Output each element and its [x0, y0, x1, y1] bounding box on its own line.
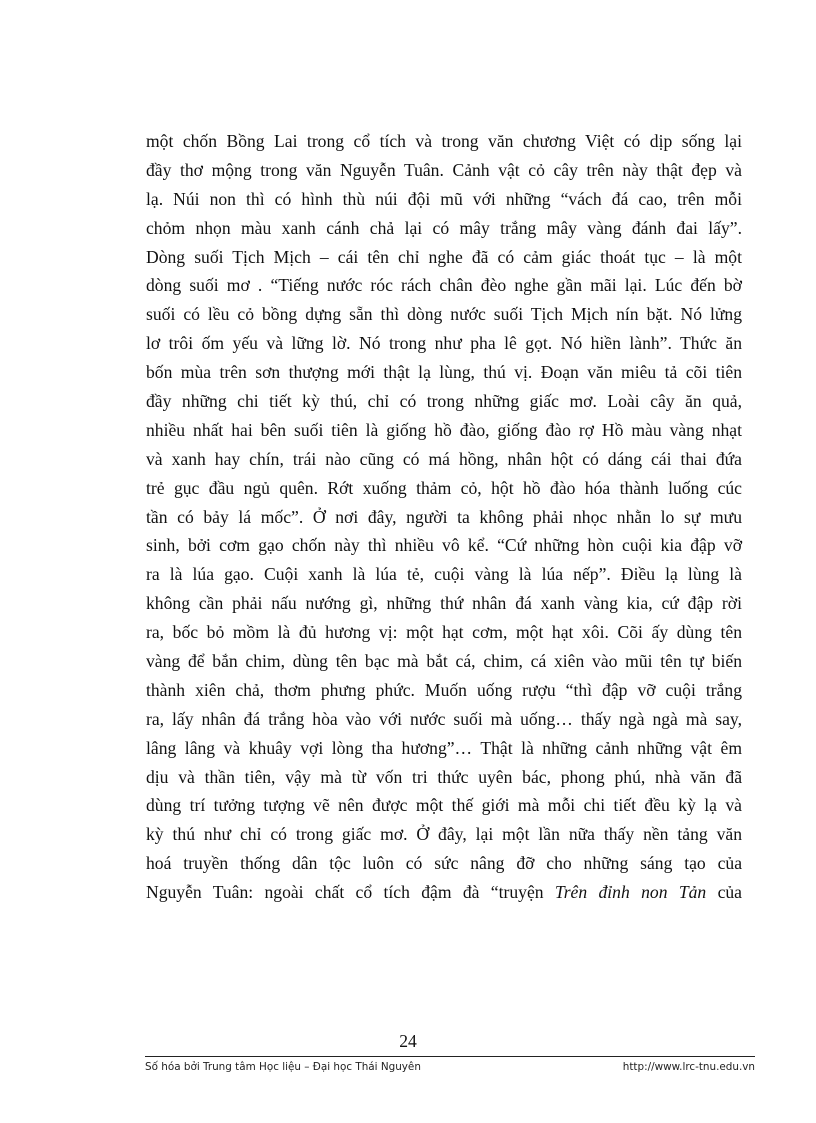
text-line: đầy thơ mộng trong văn Nguyễn Tuân. Cảnh vật cỏ cây trên này thật đẹp và: [146, 159, 742, 180]
text-line-last: [146, 878, 742, 907]
text-line: trẻ gục đầu ngủ quên. Rớt xuống thảm cỏ, hột hồ đào hóa thành luống cúc: [146, 477, 742, 498]
text-line: nhiều nhất hai bên suối tiên là giống hồ đào, giống đào rợ Hồ màu vàng nhạt: [146, 419, 742, 440]
text-line: kỳ thú như chỉ có trong giấc mơ. Ở đây, lại một lần nữa thấy nền tảng văn: [146, 824, 742, 845]
footer-divider: [145, 1056, 755, 1057]
text-line: hoá truyền thống dân tộc luôn có sức nâng đỡ cho những sáng tạo của: [146, 853, 742, 874]
text-line: ra, bốc bỏ mồm là đủ hương vị: một hạt cơm, một hạt xôi. Cõi ấy dùng tên: [146, 622, 742, 643]
text-line: chỏm nhọn màu xanh cánh chả lại có mây trắng mây vàng đánh đai lấy”.: [146, 217, 742, 238]
text-run: của: [706, 882, 742, 903]
text-line: Dòng suối Tịch Mịch – cái tên chỉ nghe đã có cảm giác thoát tục – là một: [146, 246, 742, 267]
text-line: vàng để bắn chim, dùng tên bạc mà bắt cá, chim, cá xiên vào mũi tên tự biến: [146, 651, 742, 672]
text-line: đầy những chi tiết kỳ thú, chỉ có trong những giấc mơ. Loài cây ăn quả,: [146, 391, 742, 412]
text-line: lâng lâng và khuây vợi lòng tha hương”… Thật là những cảnh những vật êm: [146, 737, 742, 758]
text-line: một chốn Bồng Lai trong cổ tích và trong văn chương Việt có dịp sống lại: [146, 131, 742, 151]
text-line: không cần phải nấu nướng gì, những thứ nhân đá xanh vàng kia, cứ đập rời: [146, 593, 742, 614]
text-line: tần có bảy lá mốc”. Ở nơi đây, người ta không phải nhọc nhằn lo sự mưu: [146, 506, 742, 527]
text-line: thành xiên chả, thơm phưng phức. Muốn uống rượu “thì đập vỡ cuội trắng: [146, 679, 742, 700]
text-line: bốn mùa trên sơn thượng mới thật lạ lùng, thú vị. Đoạn văn miêu tả cõi tiên: [146, 362, 742, 383]
text-line: ra, lấy nhân đá trắng hòa vào với nước suối mà uống… thấy ngà ngà mà say,: [146, 708, 742, 729]
text-line: suối có lều cỏ bồng dựng sẵn thì dòng nước suối Tịch Mịch nín bặt. Nó lửng: [146, 304, 742, 325]
text-line: lơ trôi ốm yếu và lững lờ. Nó trong như pha lê gọt. Nó hiền lành”. Thức ăn: [146, 333, 742, 354]
text-run: Nguyễn Tuân: ngoài chất cổ tích đậm đà “truyện: [146, 882, 555, 903]
page-number: 24: [399, 1031, 417, 1051]
text-line: dùng trí tưởng tượng vẽ nên được một thế giới mà mỗi chi tiết đều kỳ lạ và: [146, 795, 742, 816]
body-paragraph: [146, 127, 742, 907]
footer-source: Số hóa bởi Trung tâm Học liệu – Đại học Thái Nguyên: [145, 1061, 421, 1073]
text-line: dòng suối mơ . “Tiếng nước róc rách chân đèo nghe gần mãi lại. Lúc đến bờ: [146, 275, 742, 296]
book-title-italic: Trên đỉnh non Tản: [554, 882, 707, 903]
text-line: và xanh hay chín, trái nào cũng có má hồng, nhân hột có dáng cái thai đứa: [146, 448, 742, 469]
text-line: ra là lúa gạo. Cuội xanh là lúa tẻ, cuội vàng là lúa nếp”. Điều lạ lùng là: [146, 564, 742, 585]
text-line: lạ. Núi non thì có hình thù núi đội mũ với những “vách đá cao, trên mỗi: [146, 188, 742, 209]
footer-url: http://www.lrc-tnu.edu.vn: [622, 1061, 755, 1073]
page-footer: [145, 1061, 755, 1077]
text-line: dịu và thần tiên, vậy mà từ vốn tri thức uyên bác, phong phú, nhà văn đã: [146, 766, 742, 787]
text-line: sinh, bởi cơm gạo chốn này thì nhiều vô kể. “Cứ những hòn cuội kia đập vỡ: [146, 535, 742, 556]
